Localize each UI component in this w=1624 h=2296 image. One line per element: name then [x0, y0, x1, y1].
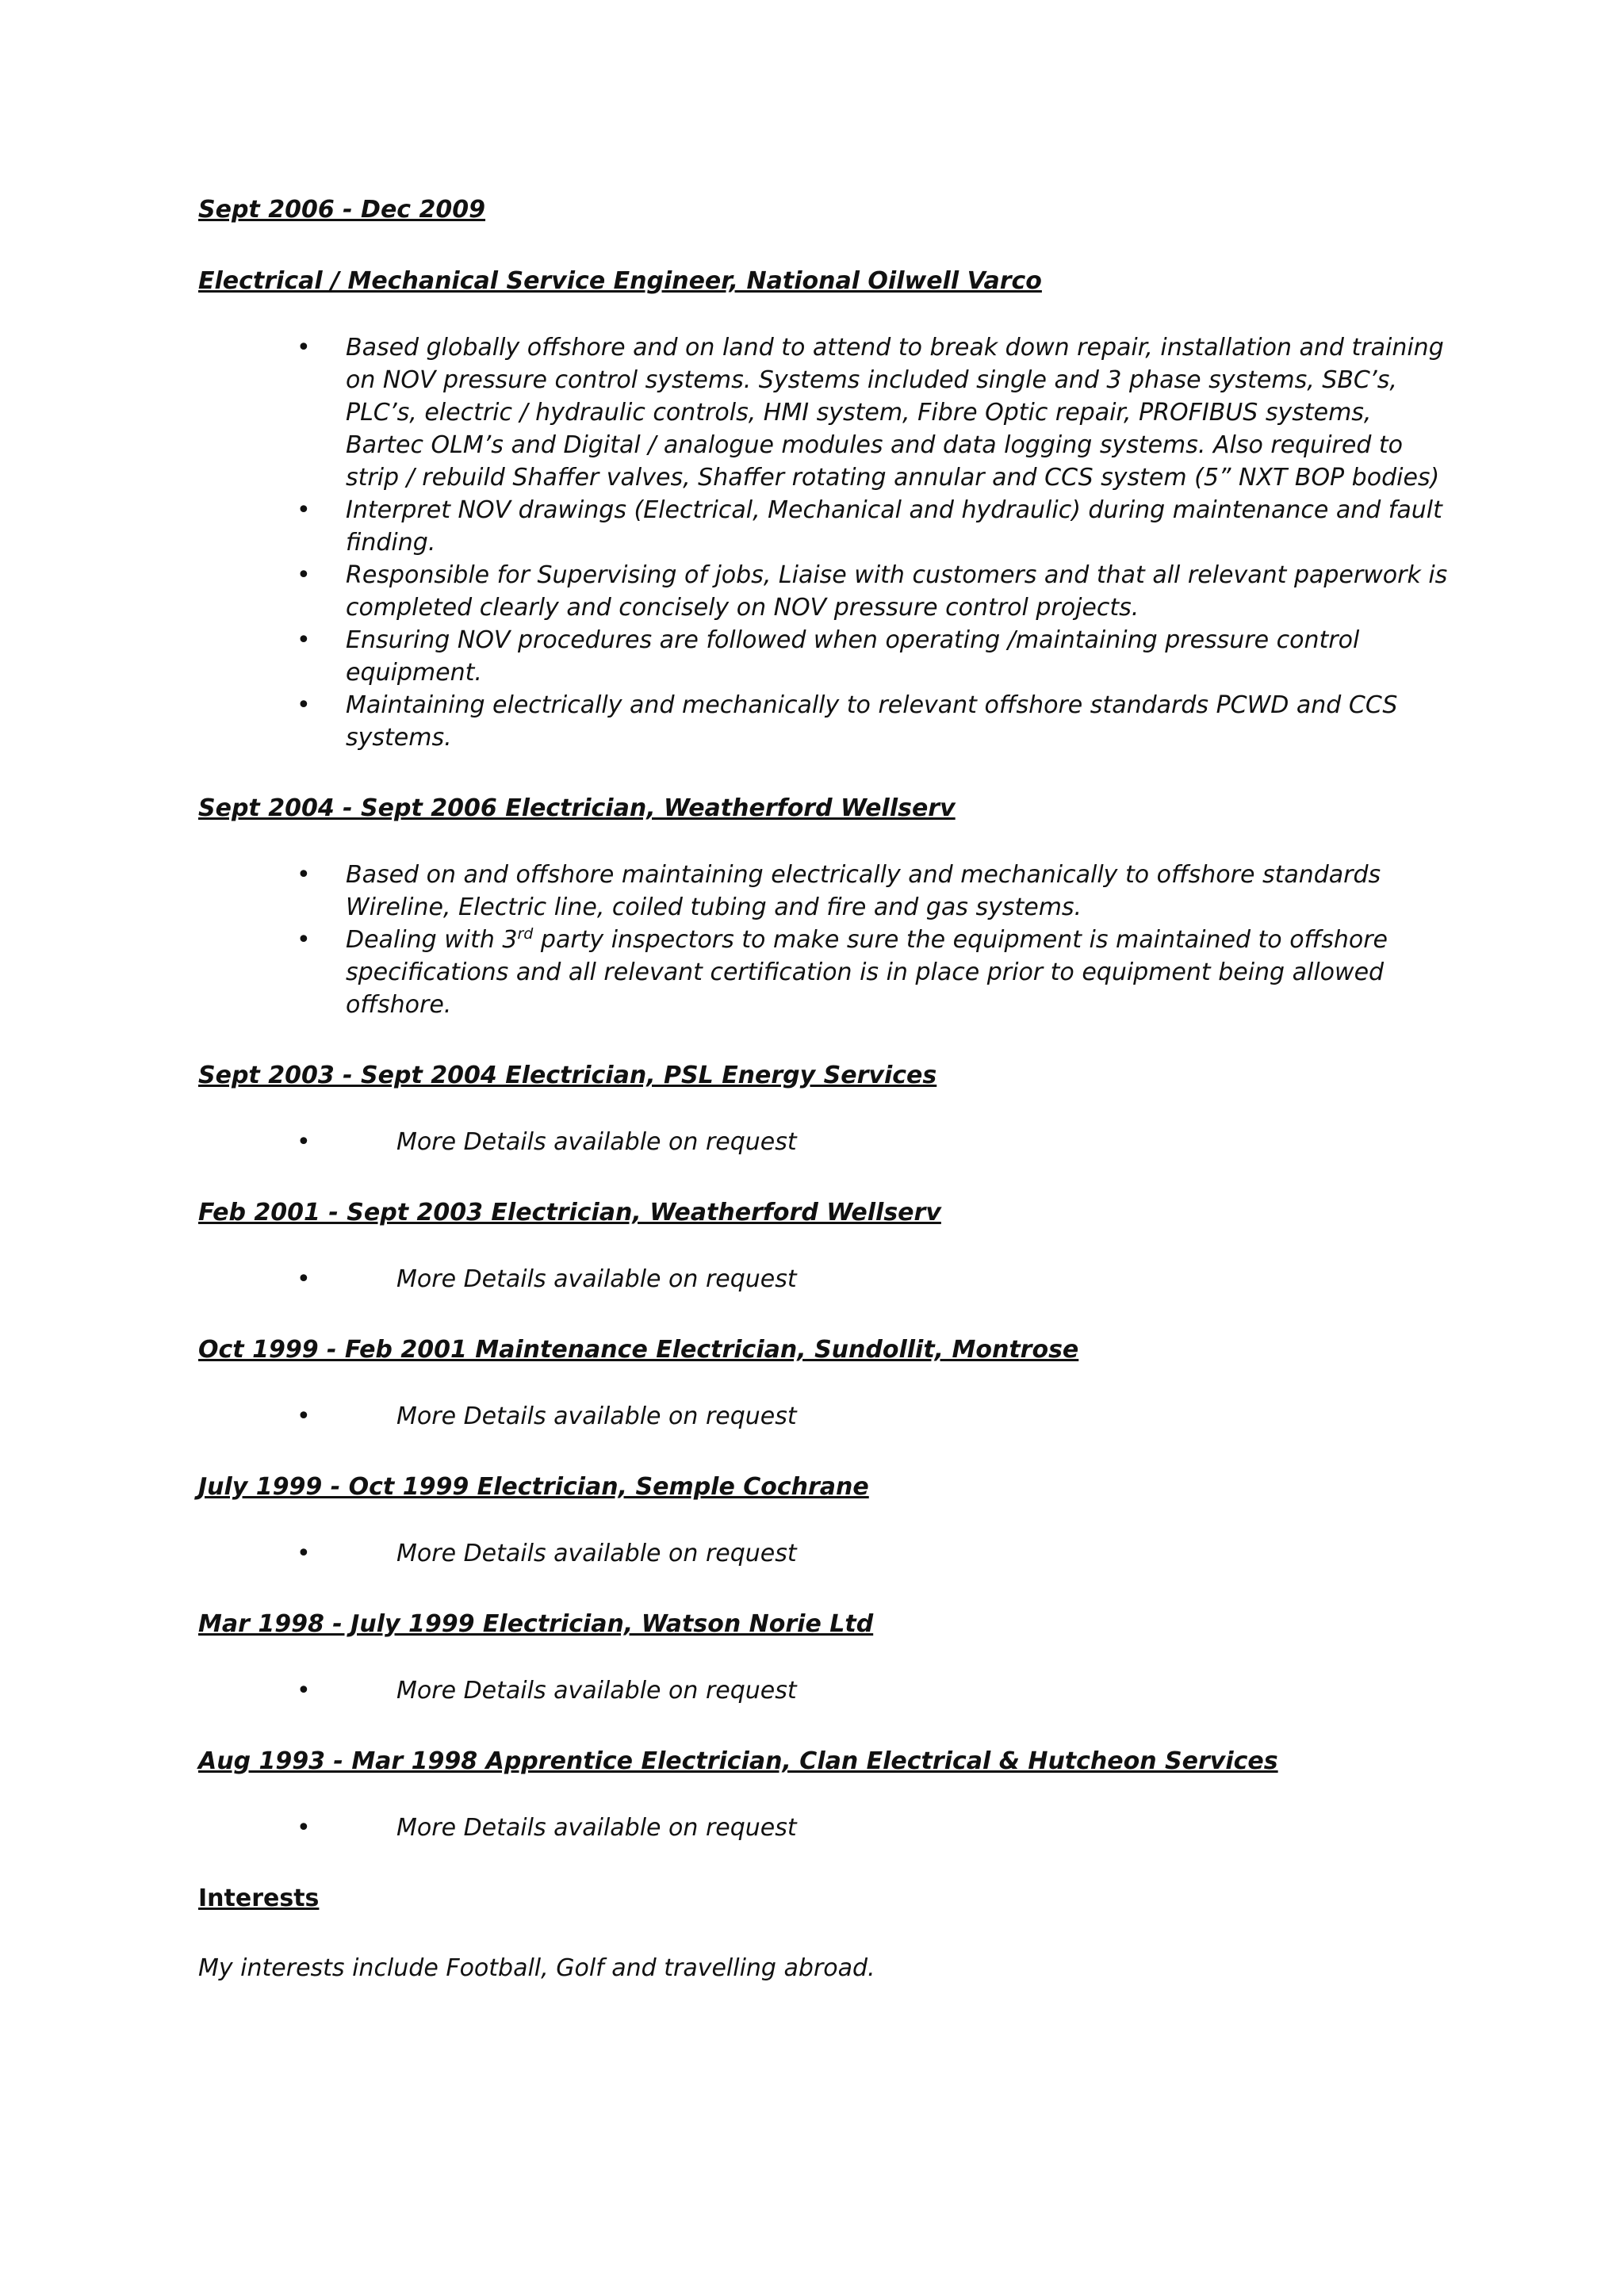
job-heading: Sept 2004 - Sept 2006 Electrician, Weatherford Wellserv — [198, 794, 956, 822]
bullet-icon: • — [297, 926, 311, 954]
list-item — [198, 494, 1451, 559]
job-heading: Sept 2003 - Sept 2004 Electrician, PSL Energy Services — [198, 1062, 937, 1089]
job-bullet-list — [198, 859, 1451, 1021]
list-item — [198, 331, 1451, 494]
bullet-icon: • — [297, 334, 311, 362]
bullet-icon: • — [297, 561, 311, 589]
job-bullet-list — [198, 331, 1451, 754]
bullet-text: Based on and offshore maintaining electrically and mechanically to offshore standards Wireline, Electric line, coiled tubing and fire and gas systems. — [346, 861, 1381, 921]
list-item — [198, 1537, 1451, 1570]
bullet-text-after: party inspectors to make sure the equipment is maintained to offshore specifications and all relevant certification is in place prior to equipment being allowed offshore. — [346, 926, 1388, 1019]
bullet-text: Responsible for Supervising of jobs, Liaise with customers and that all relevant paperwork is completed clearly and concisely on NOV pressure control projects. — [346, 561, 1448, 622]
job-heading: Mar 1998 - July 1999 Electrician, Watson Norie Ltd — [198, 1610, 874, 1638]
job-bullet-list — [198, 1674, 1451, 1707]
bullet-text: More Details available on request — [396, 1265, 797, 1293]
job-bullet-list — [198, 1126, 1451, 1158]
list-item — [198, 1674, 1451, 1707]
bullet-text: Interpret NOV drawings (Electrical, Mechanical and hydraulic) during maintenance and fault finding. — [346, 496, 1442, 557]
bullet-icon: • — [297, 1677, 311, 1705]
list-item — [198, 559, 1451, 624]
list-item — [198, 924, 1451, 1021]
bullet-text: Ensuring NOV procedures are followed when operating /maintaining pressure control equipment. — [346, 626, 1360, 687]
bullet-icon: • — [297, 691, 311, 719]
job-heading-title: Electrical / Mechanical Service Engineer, National Oilwell Varco — [198, 267, 1042, 295]
job-bullet-list — [198, 1263, 1451, 1295]
bullet-text: More Details available on request — [396, 1677, 797, 1705]
job-heading-dates: Sept 2006 - Dec 2009 — [198, 196, 486, 224]
bullet-icon: • — [297, 626, 311, 654]
bullet-text-before: Dealing with 3 — [346, 926, 518, 954]
bullet-text: Maintaining electrically and mechanically to relevant offshore standards PCWD and CCS systems. — [346, 691, 1398, 752]
job-bullet-list — [198, 1400, 1451, 1433]
bullet-text: More Details available on request — [396, 1540, 797, 1567]
job-heading: Feb 2001 - Sept 2003 Electrician, Weatherford Wellserv — [198, 1199, 941, 1226]
job-bullet-list — [198, 1537, 1451, 1570]
bullet-text: More Details available on request — [396, 1402, 797, 1430]
interests-heading: Interests — [198, 1885, 320, 1912]
job-heading: Aug 1993 - Mar 1998 Apprentice Electrician, Clan Electrical & Hutcheon Services — [198, 1747, 1278, 1775]
job-bullet-list — [198, 1812, 1451, 1844]
job-heading: Oct 1999 - Feb 2001 Maintenance Electrician, Sundollit, Montrose — [198, 1336, 1079, 1364]
bullet-icon: • — [297, 496, 311, 524]
bullet-icon: • — [297, 1814, 311, 1842]
bullet-icon: • — [297, 1265, 311, 1293]
list-item — [198, 1812, 1451, 1844]
list-item — [198, 1126, 1451, 1158]
job-heading: July 1999 - Oct 1999 Electrician, Semple Cochrane — [198, 1473, 869, 1501]
list-item — [198, 1263, 1451, 1295]
cv-page — [198, 193, 1451, 1985]
bullet-icon: • — [297, 1402, 311, 1430]
bullet-icon: • — [297, 1128, 311, 1156]
bullet-text: More Details available on request — [396, 1814, 797, 1842]
bullet-icon: • — [297, 1540, 311, 1567]
interests-text: My interests include Football, Golf and travelling abroad. — [198, 1954, 875, 1982]
bullet-text: Based globally offshore and on land to attend to break down repair, installation and training on NOV pressure control systems. Systems included single and 3 phase systems, SBC’s, PLC’s, electric / hydraulic controls, HMI system, Fibre Optic repair, PROFIBUS systems, Bartec OLM’s and Digital / analogue modules and data logging systems. Also required to strip / rebuild Shaffer valves, Shaffer rotating annular and CCS system (5” NXT BOP bodies) — [346, 334, 1444, 492]
bullet-icon: • — [297, 861, 311, 889]
list-item — [198, 1400, 1451, 1433]
list-item — [198, 624, 1451, 689]
list-item — [198, 859, 1451, 924]
ordinal-suffix: rd — [517, 925, 534, 943]
list-item — [198, 689, 1451, 754]
bullet-text: More Details available on request — [396, 1128, 797, 1156]
